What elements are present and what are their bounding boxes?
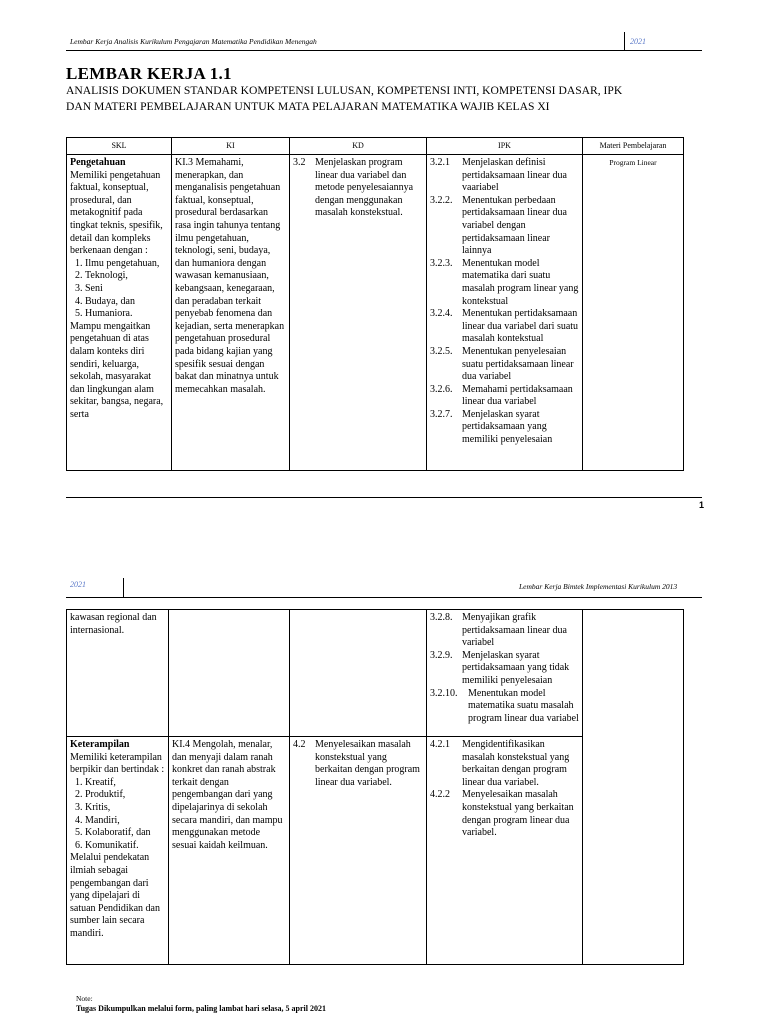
kd-cell-continued xyxy=(290,610,427,737)
ki-cell-continued xyxy=(169,610,290,737)
kd-cell xyxy=(290,155,427,471)
ipk-number: 4.2.2 xyxy=(430,789,450,801)
table-row xyxy=(67,155,684,471)
header-rule-page2 xyxy=(66,597,702,598)
ki-cell: KI.3 Memahami, menerapkan, dan menganalisis pengetahuan faktual, konseptual, prosedural berdasarkan rasa ingin tahunya tentang ilmu pengetahuan, teknologi, seni, budaya, dan humaniora dengan wawasan kemanusiaan, kebangsaan, kenegaraan, dan peradaban terkait penyebab fenomena dan kejadian, serta menerapkan pengetahuan prosedural pada bidang kajian yang spesifik sesuai dengan bakat dan minatnya untuk memecahkan masalah. xyxy=(172,155,290,471)
skl-after-text: Mampu mengaitkan pengetahuan di atas dalam konteks diri sendiri, keluarga, sekolah, masyarakat dan lingkungan alam sekitar, bangsa, negara, serta xyxy=(70,320,164,420)
ipk-item xyxy=(430,739,579,789)
ipk-text: Menyajikan grafik pertidaksamaan linear dua variabel xyxy=(462,612,567,649)
ipk-item xyxy=(430,258,579,308)
note-text: Tugas Dikumpulkan melalui form, paling lambat hari selasa, 5 april 2021 xyxy=(76,1004,326,1013)
list-item: 1. Kreatif, xyxy=(85,777,165,790)
ipk-item xyxy=(430,384,579,409)
ki-cell: KI.4 Mengolah, menalar, dan menyaji dalam ranah konkret dan ranah abstrak terkait dengan pengembangan dari yang dipelajarinya di sekolah secara mandiri, dan mampu menggunakan metode sesuai kaidah keilmuan. xyxy=(169,737,290,965)
col-header-materi: Materi Pembelajaran xyxy=(583,138,684,155)
ipk-number: 3.2.2. xyxy=(430,194,453,206)
ipk-text: Menentukan penyelesaian suatu pertidaksamaan linear dua variabel xyxy=(462,345,574,383)
kd-number: 3.2 xyxy=(293,157,306,168)
ipk-number: 4.2.1 xyxy=(430,739,450,750)
col-header-ki: KI xyxy=(172,138,290,155)
header-document-title-page2: Lembar Kerja Bimtek Implementasi Kurikulum 2013 xyxy=(519,582,678,591)
kd-cell xyxy=(290,737,427,965)
skl-text: Memiliki pengetahuan faktual, konseptual, prosedural, dan metakognitif pada tingkat teknis, spesifik, detail dan kompleks berkenaan dengan : xyxy=(70,169,163,257)
ipk-text: Menjelaskan definisi pertidaksamaan linear dua vaariabel xyxy=(462,157,567,194)
ipk-text: Mengidentifikasikan masalah konstekstual yang berkaitan dengan program linear dua variabel. xyxy=(462,739,570,788)
list-item: 3. Kritis, xyxy=(85,802,165,815)
ipk-number: 3.2.4. xyxy=(430,308,453,320)
note-label: Note: xyxy=(76,994,93,1003)
list-item: 6. Komunikatif. xyxy=(85,840,165,853)
subtitle-line-2: DAN MATERI PEMBELAJARAN UNTUK MATA PELAJARAN MATEMATIKA WAJIB KELAS XI xyxy=(66,100,550,113)
table-header-row xyxy=(67,138,684,155)
materi-cell: Program Linear xyxy=(583,155,684,471)
ipk-cell xyxy=(427,155,583,471)
ipk-number: 3.2.1 xyxy=(430,157,450,168)
competency-table-page1 xyxy=(66,137,684,471)
list-item: 5. Kolaboratif, dan xyxy=(85,827,165,840)
ipk-item xyxy=(430,157,579,195)
list-item: 3. Seni xyxy=(85,283,168,296)
skl-cell-continued: kawasan regional dan internasional. xyxy=(67,610,169,737)
kd-number: 4.2 xyxy=(293,739,306,750)
skl-after-text: Melalui pendekatan ilmiah sebagai pengembangan dari yang dipelajari di satuan Pendidikan dan sumber lain secara mandiri. xyxy=(70,852,160,939)
competency-table-page2 xyxy=(66,609,684,965)
col-header-kd: KD xyxy=(290,138,427,155)
ipk-text: Menjelaskan syarat pertidaksamaan yang memiliki penyelesaian xyxy=(462,408,553,446)
skl-cell xyxy=(67,155,172,471)
ipk-text: Menentukan model matematika dari suatu masalah program linear yang kontekstual xyxy=(462,257,579,307)
kd-text: Menjelaskan program linear dua variabel dan metode penyelesaiannya dengan menggunakan masalah konstekstual. xyxy=(315,157,414,219)
ipk-item xyxy=(430,409,579,447)
ipk-number: 3.2.9. xyxy=(430,649,453,661)
ipk-text: Menentukan model matematika suatu masalah program linear dua variabel xyxy=(468,687,579,724)
ipk-number: 3.2.3. xyxy=(430,257,453,269)
ipk-item xyxy=(430,308,579,346)
skl-text: Memiliki keterampilan berpikir dan bertindak : xyxy=(70,751,165,776)
skl-list xyxy=(70,258,168,321)
ipk-number: 3.2.10. xyxy=(430,687,458,699)
ipk-text: Menyelesaikan masalah konstekstual yang berkaitan dengan program linear dua variabel. xyxy=(462,789,574,839)
list-item: 4. Mandiri, xyxy=(85,815,165,828)
ipk-item xyxy=(430,789,579,839)
ipk-number: 3.2.7. xyxy=(430,408,453,420)
ipk-number: 3.2.5. xyxy=(430,345,453,357)
col-header-skl: SKL xyxy=(67,138,172,155)
skl-list xyxy=(70,777,165,853)
ipk-item xyxy=(430,346,579,384)
header-divider-page2 xyxy=(123,578,124,598)
header-year-page2: 2021 xyxy=(70,580,86,589)
ipk-item xyxy=(430,612,579,650)
header-divider xyxy=(624,32,625,51)
header-year: 2021 xyxy=(630,37,646,46)
list-item: 5. Humaniora. xyxy=(85,308,168,321)
materi-cell-continued xyxy=(583,610,684,965)
worksheet-title: LEMBAR KERJA 1.1 xyxy=(66,64,232,83)
header-document-title: Lembar Kerja Analisis Kurikulum Pengajaran Matematika Pendidikan Menengah xyxy=(70,37,317,46)
ipk-text: Menentukan pertidaksamaan linear dua variabel dari suatu masalah kontekstual xyxy=(462,308,579,345)
list-item: 2. Teknologi, xyxy=(85,270,168,283)
ipk-number: 3.2.6. xyxy=(430,383,453,395)
skl-title: Pengetahuan xyxy=(70,157,126,168)
col-header-ipk: IPK xyxy=(427,138,583,155)
header-rule xyxy=(66,50,702,51)
footer-rule xyxy=(66,497,702,498)
worksheet-subtitle xyxy=(66,83,706,115)
ipk-cell xyxy=(427,737,583,965)
ipk-text: Menentukan perbedaan pertidaksamaan linear dua variabel dengan pertidaksamaan linear lainnya xyxy=(462,194,567,257)
list-item: 2. Produktif, xyxy=(85,789,165,802)
subtitle-line-1: ANALISIS DOKUMEN STANDAR KOMPETENSI LULUSAN, KOMPETENSI INTI, KOMPETENSI DASAR, IPK xyxy=(66,84,623,97)
ipk-text: Memahami pertidaksamaan linear dua variabel xyxy=(462,383,573,408)
table-row xyxy=(67,610,684,737)
ipk-item xyxy=(430,688,579,726)
list-item: 4. Budaya, dan xyxy=(85,296,168,309)
kd-text: Menyelesaikan masalah konstekstual yang berkaitan dengan program linear dua variabel. xyxy=(315,739,420,788)
ipk-number: 3.2.8. xyxy=(430,612,453,623)
skl-title: Keterampilan xyxy=(70,739,130,750)
ipk-text: Menjelaskan syarat pertidaksamaan yang tidak memiliki penyelesaian xyxy=(462,649,570,686)
page-number: 1 xyxy=(698,500,704,510)
list-item: 1. Ilmu pengetahuan, xyxy=(85,258,168,271)
ipk-item xyxy=(430,195,579,258)
ipk-item xyxy=(430,650,579,688)
skl-cell xyxy=(67,737,169,965)
ipk-cell-continued xyxy=(427,610,583,737)
